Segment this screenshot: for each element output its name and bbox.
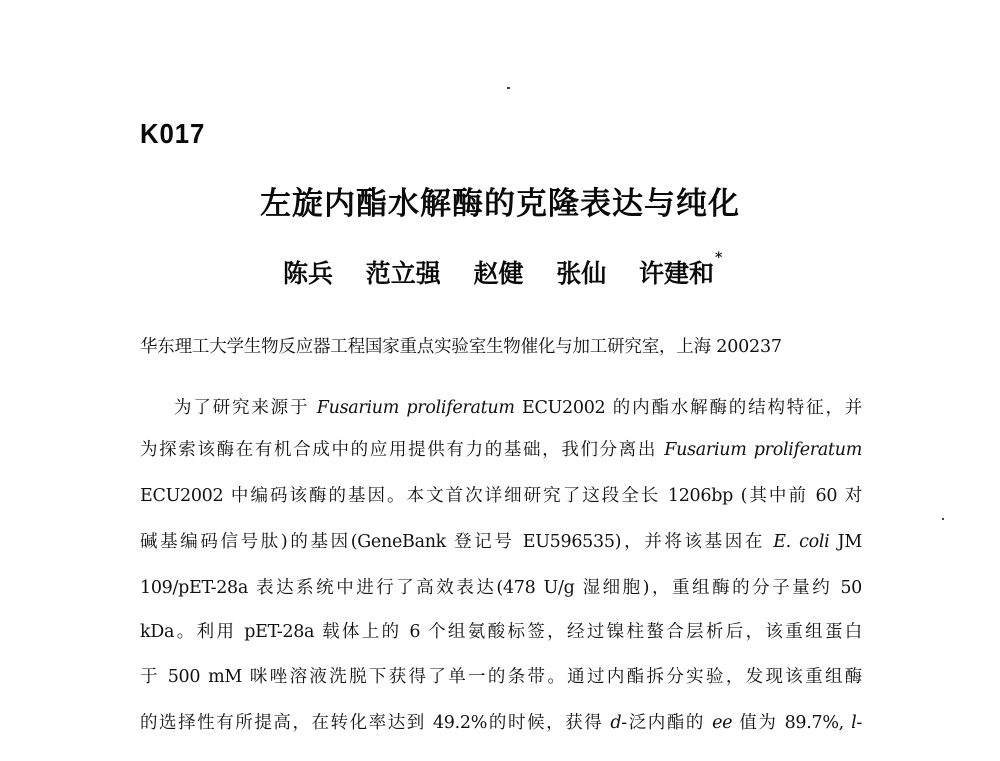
italic-term: ee (712, 713, 733, 733)
corresponding-author-name: 许建和* (638, 250, 723, 288)
author-name: 陈兵 (283, 259, 334, 288)
text-run: 为了研究来源于 (174, 398, 317, 418)
text-run: 为探索该酶在有机合成中的应用提供有力的基础，我们分离出 (140, 440, 665, 460)
text-run: 的选择性有所提高，在转化率达到 49.2%的时候，获得 (140, 713, 611, 733)
text-run: 于 500 mM 咪唑溶液洗脱下获得了单一的条带。通过内酯拆分实验，发现该重组酶 (140, 667, 862, 687)
text-run: ECU2002 的内酯水解酶的结构特征，并 (514, 398, 862, 418)
author-name: 范立强 (365, 259, 441, 288)
italic-term: Fusarium proliferatum (664, 440, 862, 460)
abstract-line (140, 438, 862, 462)
abstract-line (140, 576, 862, 600)
author-name: 张仙 (556, 259, 607, 288)
abstract-line (140, 484, 862, 508)
paper-code: K017 (140, 118, 206, 149)
abstract-line (140, 711, 862, 735)
italic-term: E. coli (773, 532, 830, 552)
text-run: 碱基编码信号肽)的基因(GeneBank 登记号 EU596535)，并将该基因在 (140, 532, 774, 552)
abstract-line (140, 665, 862, 689)
author-name: 赵健 (473, 259, 524, 288)
text-run: - (856, 713, 862, 733)
author-list (283, 250, 723, 290)
paper-title: 左旋内酯水解酶的克隆表达与纯化 (260, 186, 740, 222)
italic-term: Fusarium proliferatum (316, 398, 515, 418)
text-run: -泛内酯的 (621, 713, 713, 733)
text-run: kDa。利用 pET-28a 载体上的 6 个组氨酸标签，经过镍柱螯合层析后，该重组蛋白 (140, 622, 862, 642)
text-run: JM (829, 532, 862, 552)
abstract-line (140, 530, 862, 554)
italic-term: d (610, 713, 622, 733)
abstract-line (140, 620, 862, 644)
text-run: 109/pET-28a 表达系统中进行了高效表达(478 U/g 湿细胞)，重组酶的分子量约 50 (140, 578, 862, 598)
text-run: ECU2002 中编码该酶的基因。本文首次详细研究了这段全长 1206bp (其中前 60 对 (140, 486, 862, 506)
text-run: 值为 89.7%, (732, 713, 852, 733)
corresponding-author-mark: * (714, 250, 723, 266)
affiliation: 华东理工大学生物反应器工程国家重点实验室生物催化与加工研究室，上海 200237 (140, 337, 782, 357)
abstract-line (174, 396, 862, 420)
scan-speck (942, 518, 944, 520)
italic-term: l (851, 713, 857, 733)
scan-speck (507, 87, 510, 89)
